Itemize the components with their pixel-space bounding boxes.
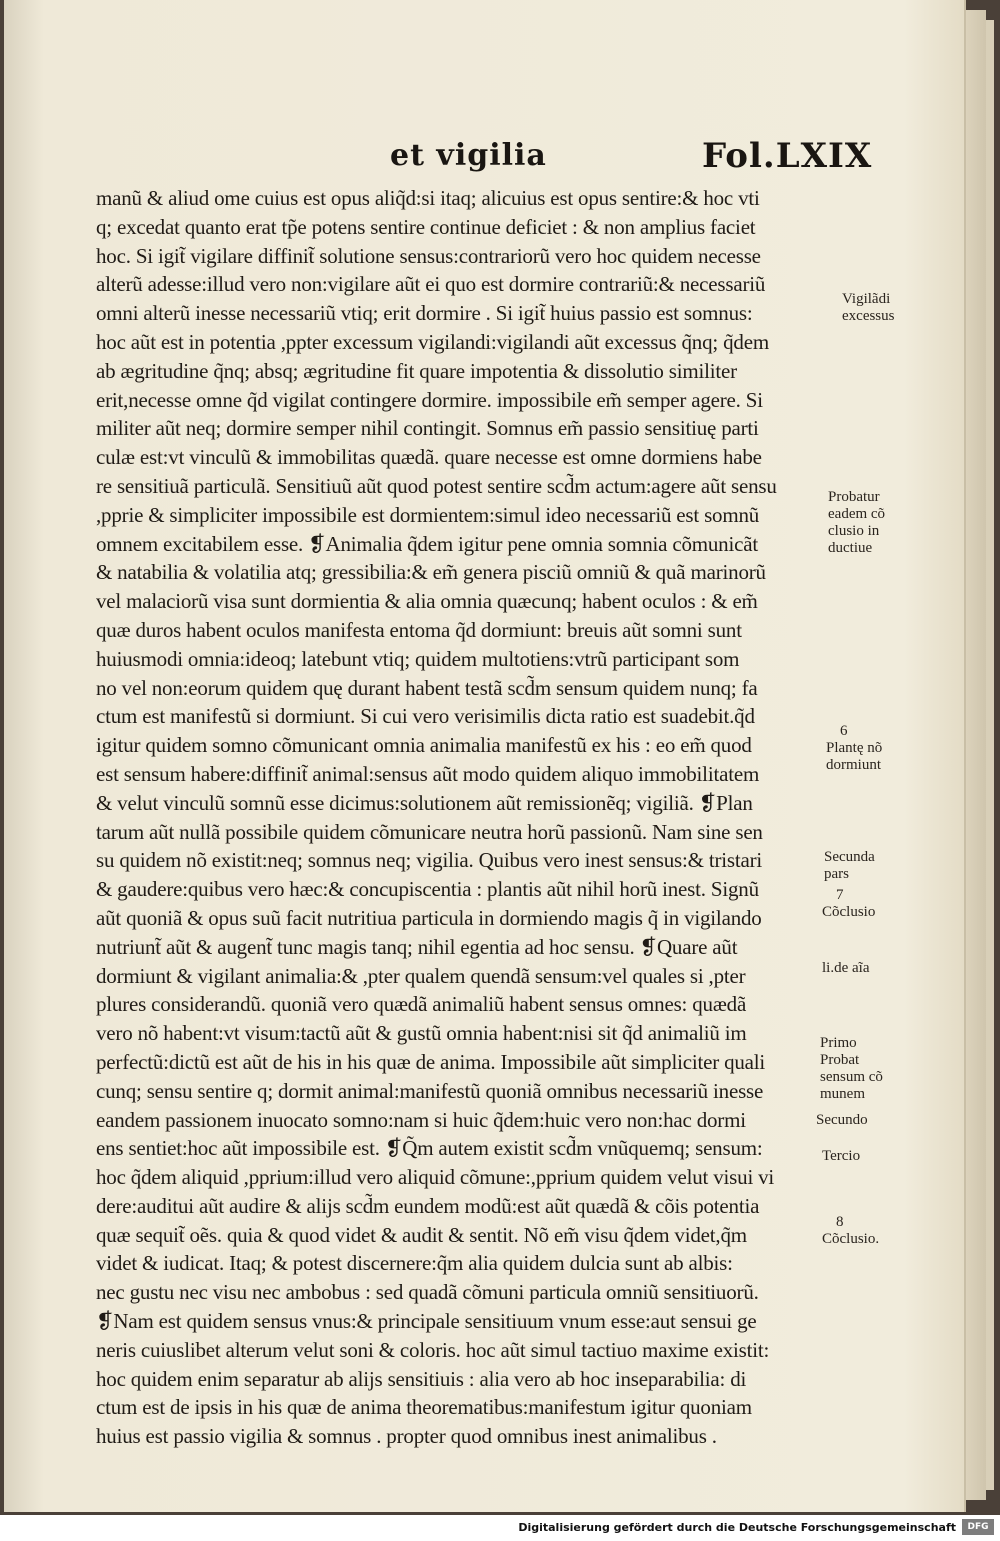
text-line: ens sentiet:hoc aũt impossibile est. ❡Q̃m autem existit scd̃m vnũquemq; sensum: (96, 1136, 763, 1161)
text-line: re sensitiuã particulã. Sensitiuũ aũt quod potest sentire scd̃m actum:agere aũt sensu (96, 473, 777, 498)
text-line: nutriunt̃ aũt & augent̃ tunc magis tanq; nihil egentia ad hoc sensu. ❡Quare aũt (96, 934, 738, 959)
text-line: vero nõ habent:vt visum:tactũ aũt & gustũ omnia habent:nisi sit q̃d animaliũ im (96, 1021, 747, 1046)
margin-note-line: munem (820, 1086, 865, 1102)
margin-note-secundo (816, 1112, 868, 1129)
margin-note-line: Cõclusio. (822, 1231, 880, 1247)
margin-note-line: Plantę nõ (826, 740, 883, 756)
text-line: perfectũ:dictũ est aũt de his in his quæ de anima. Impossibile aũt simpliciter quali (96, 1049, 766, 1074)
text-line: & natabilia & volatilia atq; gressibilia:& em̃ genera pisciũ omniũ & quã marinorũ (96, 560, 766, 585)
text-line: eandem passionem inuocato somno:nam si huic q̃dem:huic vero non:hac dormi (96, 1107, 746, 1132)
margin-note-line: pars (824, 866, 849, 882)
margin-note-line: Tercio (822, 1148, 861, 1164)
text-line: ab ægritudine q̃nq; absq; ægritudine fit quare impotentia & dissolutio similiter (96, 358, 737, 383)
text-line: alterũ adesse:illud vero non:vigilare aũt ei quo est dormire contrariũ:& necessariũ (96, 272, 766, 297)
text-line: manũ & aliud ome cuius est opus aliq̃d:si itaq; alicuius est opus sentire:& hoc vti (96, 186, 760, 210)
margin-note-line: clusio in (828, 523, 880, 539)
margin-note-line: Primo (820, 1035, 857, 1051)
text-line: cunq; sensu sentire q; dormit animal:manifestũ quoniã omnibus necessariũ inesse (96, 1078, 764, 1103)
text-line: vel malaciorũ visa sunt dormientia & alia omnia quæcunq; habent oculos : & em̃ (96, 589, 758, 614)
text-line: ctum est de ipsis in his quæ de anima theorematibus:manifestum igitur quoniam (96, 1395, 752, 1420)
margin-note-conclusio7 (822, 887, 875, 921)
margin-note-secunda (824, 849, 875, 883)
margin-note-line: Cõclusio (822, 904, 876, 920)
text-line: huiusmodi omnia:ideoq; latebunt vtiq; quidem multotiens:vtrũ participant som (96, 646, 740, 671)
text-line: neris cuiuslibet alterum velut soni & coloris. hoc aũt simul tactiuo maxime existit: (96, 1337, 770, 1362)
text-line: ctum est manifestũ si dormiunt. Si cui vero verisimilis dicta ratio est suadebit.q̃d (96, 704, 755, 729)
text-line: q; excedat quanto erat tp̃e potens sentire continue deficiet : & non amplius faciet (96, 214, 756, 239)
text-line: ❡Nam est quidem sensus vnus:& principale sensitiuum vnum esse:aut sensui ge (96, 1309, 757, 1334)
margin-note-conclusio8 (822, 1214, 879, 1248)
margin-note-plante (826, 723, 882, 774)
margin-note-line: dormiunt (826, 757, 881, 773)
text-line: culæ est:vt vinculũ & immobilitas quædã. quare necesse est omne dormiens habe (96, 445, 762, 470)
text-line: hoc. Si igit̃ vigilare diffinit̃ solutione sensus:contrariorũ vero hoc quidem necesse (96, 243, 761, 268)
text-line: huius est passio vigilia & somnus . propter quod omnibus inest animalibus . (96, 1424, 717, 1449)
text-line: su quidem nõ existit:neq; somnus neq; vigilia. Quibus vero inest sensus:& tristari (96, 848, 763, 873)
text-line: omnem excitabilem esse. ❡Animalia q̃dem igitur pene omnia somnia cõmunicãt (96, 531, 758, 556)
margin-note-vigilandi (842, 291, 895, 325)
text-line: & gaudere:quibus vero hæc:& concupiscentia : plantis aũt nihil horũ inest. Signũ (96, 877, 759, 902)
margin-note-line: Secunda (824, 849, 875, 865)
dfg-logo-icon: DFG (962, 1519, 994, 1535)
margin-note-lideaia (822, 960, 869, 977)
margin-note-line: excessus (842, 308, 895, 324)
margin-note-primo (820, 1035, 883, 1103)
text-line: est sensum habere:diffinit̃ animal:sensus aũt modo quidem aliquo immobilitatem (96, 761, 760, 786)
digitization-credit: Digitalisierung gefördert durch die Deutsche Forschungsgemeinschaft (518, 1521, 956, 1534)
text-line: erit,necesse omne q̃d vigilat contingere dormire. impossibile em̃ semper agere. Si (96, 387, 763, 412)
folio-number: Fol.LXIX (702, 136, 873, 176)
text-line: dere:auditui aũt audire & alijs scd̃m eundem modũ:est aũt quædã & cõis potentia (96, 1193, 760, 1218)
margin-note-line: 6 (840, 723, 848, 739)
text-line: quæ duros habent oculos manifesta entoma q̃d dormiunt: breuis aũt somni sunt (96, 617, 742, 642)
margin-note-line: ductiue (828, 540, 873, 556)
text-line: hoc q̃dem aliquid ,pprium:illud vero aliquid cõmune:,pprium quidem velut visui vi (96, 1165, 775, 1190)
margin-note-line: Vigilãdi (842, 291, 891, 307)
text-line: plures considerandũ. quoniã vero quædã animaliũ habent sensus omnes: quædã (96, 992, 747, 1017)
text-line: hoc aũt est in potentia ,ppter excessum vigilandi:vigilandi aũt excessus q̃nq; q̃dem (96, 329, 769, 354)
margin-note-probatur (828, 489, 885, 557)
margin-note-line: Secundo (816, 1112, 868, 1128)
main-text-block (96, 184, 826, 1451)
margin-note-line: eadem cõ (828, 506, 886, 522)
text-line: dormiunt & vigilant animalia:& ,pter qualem quendã sensum:vel quales si ,pter (96, 963, 746, 988)
text-line: militer aũt neq; dormire semper nihil contingit. Somnus em̃ passio sensitiuę parti (96, 416, 759, 441)
text-line: igitur quidem somno cõmunicant omnia animalia manifestũ ex his : eo em̃ quod (96, 733, 752, 758)
text-line: aũt quoniã & opus suũ facit nutritiua particula in dormiendo magis q̃ in vigilando (96, 905, 762, 930)
text-line: & velut vinculũ somnũ esse dicimus:solutionem aũt remissionẽq; vigiliã. ❡Plan (96, 790, 753, 815)
text-line: hoc quidem enim separatur ab alijs sensitiuis : alia vero ab hoc inseparabilia: di (96, 1366, 747, 1391)
margin-note-line: Probat (820, 1052, 860, 1068)
margin-note-line: 8 (836, 1214, 844, 1230)
text-line: ,pprie & simpliciter impossibile est dormientem:simul ideo necessariũ est somnũ (96, 502, 760, 527)
running-head: et vigilia (390, 138, 547, 173)
margin-note-line: 7 (836, 887, 844, 903)
text-line: videt & iudicat. Itaq; & potest discernere:q̃m alia quidem dulcia sunt ab albis: (96, 1251, 733, 1276)
margin-note-line: li.de aĩa (822, 960, 870, 976)
margin-note-tercio (822, 1148, 860, 1165)
text-line: nec gustu nec visu nec ambobus : sed quadã cõmuni particula omniũ sensitiuorũ. (96, 1280, 759, 1305)
text-line: tarum aũt nullã possibile quidem cõmunicare neutra horũ passionũ. Nam sine sen (96, 819, 763, 844)
text-line: no vel non:eorum quidem quę durant habent testã scd̃m sensum quidem nunq; fa (96, 675, 758, 700)
text-line: omni alterũ inesse necessariũ vtiq; erit dormire . Si igit̃ huius passio est somnus: (96, 301, 753, 326)
margin-note-line: sensum cõ (820, 1069, 883, 1085)
margin-note-line: Probatur (828, 489, 880, 505)
text-line: quæ sequit̃ oẽs. quia & quod videt & audit & sentit. Nõ em̃ visu q̃dem videt,q̃m (96, 1222, 747, 1247)
